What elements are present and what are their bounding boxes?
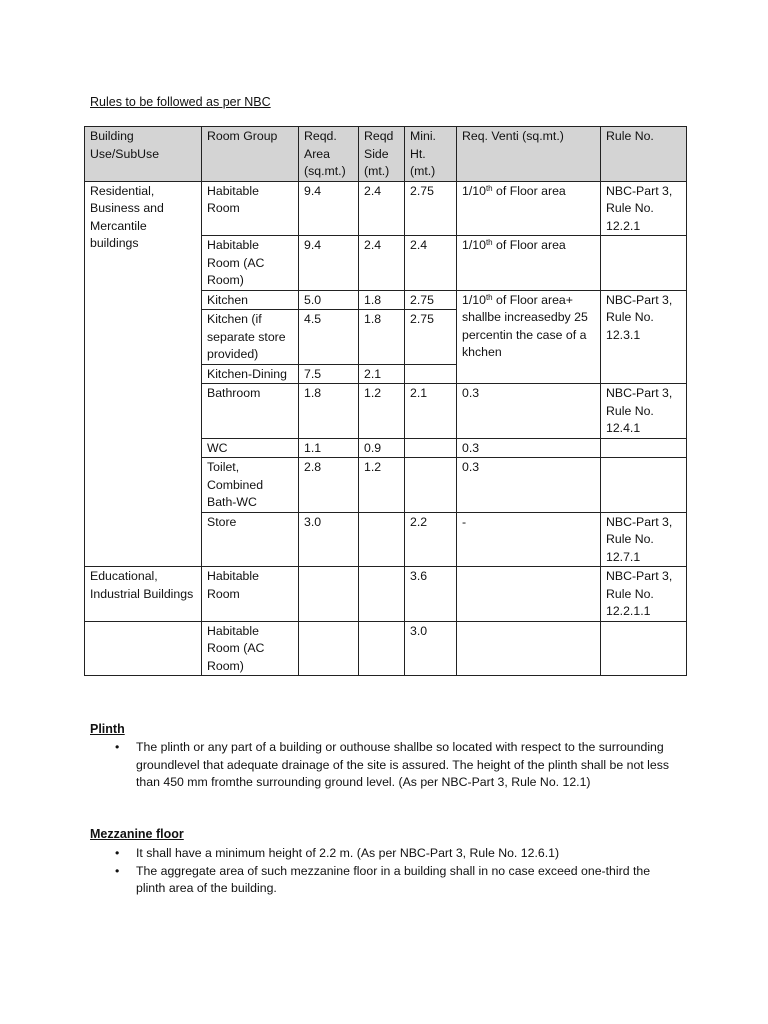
venti-fraction: 1/10 — [462, 292, 486, 307]
cell-area: 3.0 — [299, 512, 359, 567]
cell-venti: 0.3 — [457, 458, 601, 513]
cell-height: 2.75 — [405, 181, 457, 236]
header-room-group: Room Group — [202, 127, 299, 182]
cell-rule: NBC-Part 3, Rule No. 12.2.1.1 — [601, 567, 687, 622]
table-row — [85, 621, 687, 676]
cell-side: 2.4 — [359, 236, 405, 291]
cell-side — [359, 512, 405, 567]
cell-rule: NBC-Part 3, Rule No. 12.7.1 — [601, 512, 687, 567]
venti-fraction: 1/10 — [462, 183, 486, 198]
cell-area — [299, 621, 359, 676]
cell-room: Bathroom — [202, 384, 299, 439]
cell-side: 1.8 — [359, 290, 405, 310]
plinth-list — [90, 739, 680, 792]
cell-rule — [601, 438, 687, 458]
cell-area: 7.5 — [299, 364, 359, 384]
cell-area — [299, 567, 359, 622]
cell-room: Kitchen (if separate store provided) — [202, 310, 299, 365]
cell-side: 1.2 — [359, 458, 405, 513]
cell-venti: - — [457, 512, 601, 567]
cell-area: 1.1 — [299, 438, 359, 458]
plinth-heading: Plinth — [90, 722, 125, 736]
cell-rule — [601, 236, 687, 291]
table-header-row — [85, 127, 687, 182]
cell-rule: NBC-Part 3, Rule No. 12.3.1 — [601, 290, 687, 384]
venti-sup: th — [485, 292, 493, 302]
cell-rule: NBC-Part 3, Rule No. 12.2.1 — [601, 181, 687, 236]
mezzanine-list — [90, 845, 680, 898]
header-rule-no: Rule No. — [601, 127, 687, 182]
cell-height: 3.0 — [405, 621, 457, 676]
header-min-height: Mini. Ht. (mt.) — [405, 127, 457, 182]
cell-room: Habitable Room (AC Room) — [202, 621, 299, 676]
nbc-rules-table — [84, 126, 687, 676]
cell-side: 1.2 — [359, 384, 405, 439]
venti-text: of Floor area — [492, 238, 566, 252]
cell-height: 2.2 — [405, 512, 457, 567]
group-educational: Educational, Industrial Buildings — [85, 567, 202, 622]
cell-room: Toilet, Combined Bath-WC — [202, 458, 299, 513]
cell-venti — [457, 290, 601, 384]
venti-text: of Floor area+ shallbe increasedby 25 percentin the case of a khchen — [462, 292, 588, 359]
cell-height: 2.75 — [405, 290, 457, 310]
header-reqd-area: Reqd. Area (sq.mt.) — [299, 127, 359, 182]
cell-side — [359, 621, 405, 676]
cell-area: 1.8 — [299, 384, 359, 439]
mezzanine-heading: Mezzanine floor — [90, 827, 184, 841]
cell-side: 1.8 — [359, 310, 405, 365]
cell-room: Habitable Room — [202, 181, 299, 236]
cell-height: 2.4 — [405, 236, 457, 291]
cell-area: 2.8 — [299, 458, 359, 513]
cell-height: 2.1 — [405, 384, 457, 439]
cell-area: 9.4 — [299, 236, 359, 291]
list-item: • The plinth or any part of a building or outhouse shallbe so located with respect to the surrounding groundlevel that adequate drainage of the site is assured. The height of the plinth shall be not less than 450 mm fromthe surrounding ground level. (As per NBC-Part 3, Rule No. 12.1) — [90, 739, 680, 792]
header-building-use: Building Use/SubUse — [85, 127, 202, 182]
cell-rule — [601, 621, 687, 676]
cell-room: Kitchen — [202, 290, 299, 310]
cell-height — [405, 458, 457, 513]
venti-sup: th — [485, 238, 493, 247]
document-title: Rules to be followed as per NBC — [90, 95, 271, 109]
venti-sup: th — [485, 183, 493, 193]
cell-venti — [457, 567, 601, 622]
venti-fraction: 1/10 — [462, 238, 486, 252]
cell-venti — [457, 236, 601, 291]
cell-height — [405, 438, 457, 458]
cell-venti: 0.3 — [457, 384, 601, 439]
cell-side: 2.4 — [359, 181, 405, 236]
table-row — [85, 567, 687, 622]
cell-side: 2.1 — [359, 364, 405, 384]
cell-room: Kitchen-Dining — [202, 364, 299, 384]
header-reqd-side: Reqd Side (mt.) — [359, 127, 405, 182]
cell-area: 5.0 — [299, 290, 359, 310]
cell-side — [359, 567, 405, 622]
cell-room: WC — [202, 438, 299, 458]
list-item: • The aggregate area of such mezzanine floor in a building shall in no case exceed one-third the plinth area of the building. — [90, 863, 680, 898]
group-empty — [85, 621, 202, 676]
venti-text: of Floor area — [492, 183, 566, 198]
cell-height: 3.6 — [405, 567, 457, 622]
cell-room: Store — [202, 512, 299, 567]
cell-room: Habitable Room — [202, 567, 299, 622]
cell-area: 4.5 — [299, 310, 359, 365]
cell-rule: NBC-Part 3, Rule No. 12.4.1 — [601, 384, 687, 439]
list-item: • It shall have a minimum height of 2.2 m. (As per NBC-Part 3, Rule No. 12.6.1) — [90, 845, 680, 863]
cell-room: Habitable Room (AC Room) — [202, 236, 299, 291]
table-row — [85, 181, 687, 236]
cell-height: 2.75 — [405, 310, 457, 365]
cell-venti — [457, 621, 601, 676]
header-req-venti: Req. Venti (sq.mt.) — [457, 127, 601, 182]
cell-height — [405, 364, 457, 384]
cell-venti: 0.3 — [457, 438, 601, 458]
group-residential: Residential, Business and Mercantile buildings — [85, 181, 202, 567]
cell-venti — [457, 181, 601, 236]
cell-rule — [601, 458, 687, 513]
cell-area: 9.4 — [299, 181, 359, 236]
cell-side: 0.9 — [359, 438, 405, 458]
